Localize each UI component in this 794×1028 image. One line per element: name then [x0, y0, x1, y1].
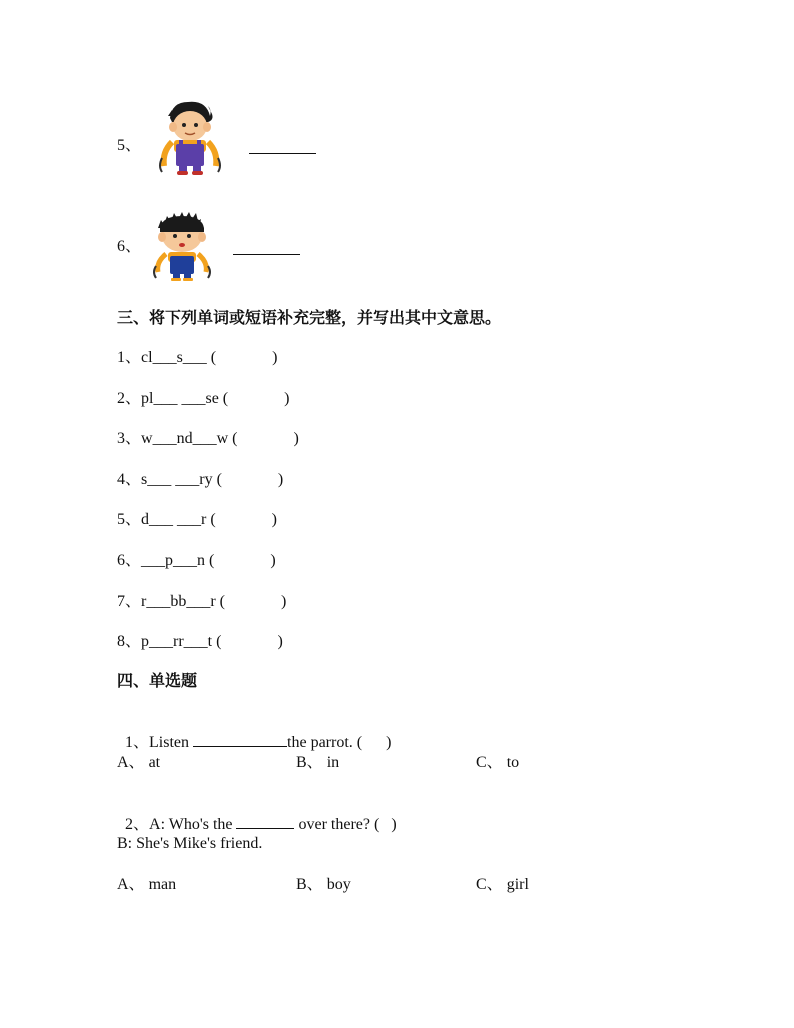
fill-word-item-number: 6、: [117, 552, 142, 569]
word-fragment: pl: [141, 390, 154, 407]
question-1: [117, 712, 391, 753]
meaning-answer-space[interactable]: [221, 633, 277, 650]
q2-option-c[interactable]: C、 girl: [476, 876, 529, 893]
fill-word-item-2: [117, 389, 289, 409]
fill-word-item-8: [117, 632, 283, 652]
section4-heading: 四、单选题: [117, 671, 198, 690]
letter-blank[interactable]: ___: [147, 471, 172, 488]
word-fragment: ): [270, 552, 276, 569]
word-fragment: (: [206, 349, 217, 366]
q1-option-b[interactable]: B、 in: [296, 754, 340, 771]
section3-heading: 三、将下列单词或短语补充完整，并写出其中文意思。: [117, 308, 502, 327]
meaning-answer-space[interactable]: [237, 430, 293, 447]
word-fragment: ry (: [199, 471, 222, 488]
word-fragment: nd: [176, 430, 193, 447]
word-fragment: p: [165, 552, 174, 569]
word-fragment: s: [141, 471, 148, 488]
fill-word-item-3: [117, 429, 299, 449]
question-2-text-before: A: Who's the: [149, 816, 237, 833]
question-2-number: 2、: [125, 816, 150, 833]
letter-blank[interactable]: ___: [175, 471, 200, 488]
fill-word-item-number: 7、: [117, 593, 142, 610]
word-fragment: ): [293, 430, 299, 447]
question-1-number: 1、: [125, 734, 150, 751]
word-fragment: bb: [170, 593, 187, 610]
question-1-text-before: Listen: [149, 734, 194, 751]
word-fragment: se (: [205, 390, 229, 407]
word-fragment: r (: [210, 593, 225, 610]
fill-word-item-number: 4、: [117, 471, 142, 488]
word-fragment: d: [141, 511, 150, 528]
fill-word-item-number: 3、: [117, 430, 142, 447]
fill-word-item-number: 5、: [117, 511, 142, 528]
word-fragment: r (: [201, 511, 216, 528]
word-fragment: n (: [197, 552, 215, 569]
question-2-line2: B: She's Mike's friend.: [117, 835, 263, 852]
letter-blank[interactable]: ___: [183, 633, 208, 650]
meaning-answer-space[interactable]: [228, 390, 284, 407]
figure-item-6-number: 6、: [117, 238, 142, 255]
figure-item-5-number: 5、: [117, 137, 142, 154]
word-fragment: t (: [207, 633, 222, 650]
letter-blank[interactable]: ___: [149, 511, 174, 528]
q2-option-b[interactable]: B、 boy: [296, 876, 351, 893]
letter-blank[interactable]: ___: [181, 390, 206, 407]
letter-blank[interactable]: ___: [149, 633, 174, 650]
word-fragment: ): [272, 349, 278, 366]
letter-blank[interactable]: ___: [152, 349, 177, 366]
fill-word-item-6: [117, 551, 276, 571]
boy-figure-image-1: [150, 96, 230, 180]
figure-item-6-answer-blank[interactable]: [233, 254, 300, 255]
word-fragment: ): [284, 390, 290, 407]
figure-item-5-answer-blank[interactable]: [249, 153, 316, 154]
meaning-answer-space[interactable]: [214, 552, 270, 569]
fill-word-item-7: [117, 592, 286, 612]
word-fragment: s: [176, 349, 183, 366]
question-2: [117, 794, 397, 835]
q1-option-c[interactable]: C、 to: [476, 754, 520, 771]
word-fragment: ): [277, 633, 283, 650]
letter-blank[interactable]: ___: [177, 511, 202, 528]
word-fragment: w (: [216, 430, 238, 447]
fill-word-item-number: 2、: [117, 390, 142, 407]
word-fragment: ): [281, 593, 287, 610]
fill-word-item-number: 8、: [117, 633, 142, 650]
fill-word-item-number: 1、: [117, 349, 142, 366]
letter-blank[interactable]: ___: [192, 430, 217, 447]
meaning-answer-space[interactable]: [222, 471, 278, 488]
fill-word-item-4: [117, 470, 283, 490]
letter-blank[interactable]: ___: [186, 593, 211, 610]
meaning-answer-space[interactable]: [225, 593, 281, 610]
letter-blank[interactable]: ___: [152, 430, 177, 447]
letter-blank[interactable]: ___: [153, 390, 178, 407]
fill-word-item-5: [117, 510, 277, 530]
question-1-text-after: the parrot. ( ): [287, 734, 392, 751]
letter-blank[interactable]: ___: [173, 552, 198, 569]
word-fragment: ): [271, 511, 277, 528]
word-fragment: w: [141, 430, 153, 447]
q2-option-a[interactable]: A、 man: [117, 876, 177, 893]
question-1-blank[interactable]: [193, 732, 287, 747]
boy-figure-image-2: [146, 206, 218, 282]
word-fragment: rr: [173, 633, 184, 650]
letter-blank[interactable]: ___: [146, 593, 171, 610]
question-2-blank[interactable]: [236, 814, 294, 829]
word-fragment: p: [141, 633, 150, 650]
letter-blank[interactable]: ___: [182, 349, 207, 366]
word-fragment: cl: [141, 349, 153, 366]
word-fragment: r: [141, 593, 147, 610]
word-fragment: ): [277, 471, 284, 488]
fill-word-item-1: [117, 348, 277, 368]
q1-option-a[interactable]: A、 at: [117, 754, 161, 771]
meaning-answer-space[interactable]: [216, 511, 272, 528]
question-2-text-after: over there? ( ): [294, 816, 397, 833]
meaning-answer-space[interactable]: [216, 349, 272, 366]
letter-blank[interactable]: ___: [141, 552, 166, 569]
